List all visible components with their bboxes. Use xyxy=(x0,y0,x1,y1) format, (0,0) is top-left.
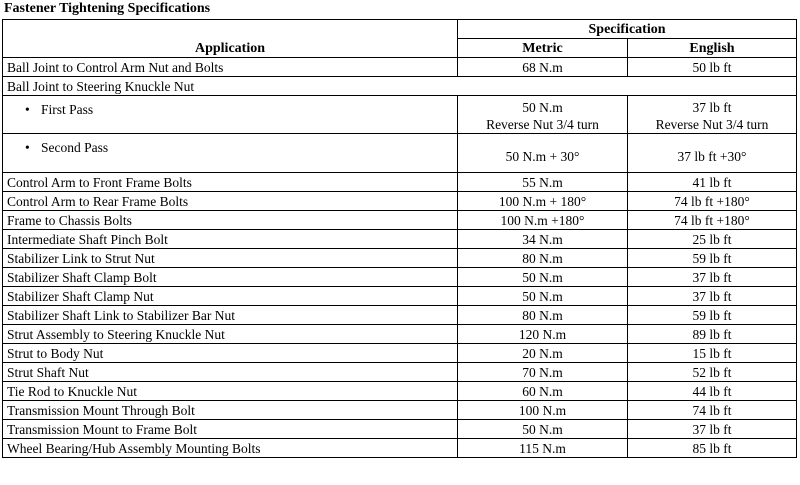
table-row xyxy=(3,325,797,344)
english-cell: 59 lb ft xyxy=(628,306,797,325)
application-cell: Strut Shaft Nut xyxy=(3,363,458,382)
english-cell: 74 lb ft xyxy=(628,401,797,420)
metric-cell: 100 N.m + 180° xyxy=(458,192,628,211)
application-cell xyxy=(3,134,458,173)
table-row xyxy=(3,344,797,363)
table-row xyxy=(3,77,797,96)
table-row xyxy=(3,363,797,382)
table-row xyxy=(3,306,797,325)
application-cell: Stabilizer Link to Strut Nut xyxy=(3,249,458,268)
english-value: 37 lb ft xyxy=(692,100,732,115)
table-row xyxy=(3,192,797,211)
metric-cell: 100 N.m xyxy=(458,401,628,420)
english-cell: 50 lb ft xyxy=(628,58,797,77)
table-row xyxy=(3,173,797,192)
bullet-icon: • xyxy=(25,140,30,155)
table-row xyxy=(3,439,797,458)
english-cell: 85 lb ft xyxy=(628,439,797,458)
metric-note: Reverse Nut 3/4 turn xyxy=(486,117,599,132)
application-label: Second Pass xyxy=(41,140,109,155)
application-label: First Pass xyxy=(41,102,94,117)
application-cell: Transmission Mount Through Bolt xyxy=(3,401,458,420)
application-cell: Stabilizer Shaft Clamp Bolt xyxy=(3,268,458,287)
application-cell: Strut Assembly to Steering Knuckle Nut xyxy=(3,325,458,344)
english-cell: 37 lb ft xyxy=(628,420,797,439)
english-cell xyxy=(628,96,797,134)
table-row xyxy=(3,287,797,306)
table-row xyxy=(3,134,797,173)
table-row xyxy=(3,401,797,420)
table-row xyxy=(3,420,797,439)
metric-cell: 34 N.m xyxy=(458,230,628,249)
metric-cell: 50 N.m + 30° xyxy=(458,134,628,173)
metric-cell: 68 N.m xyxy=(458,58,628,77)
english-header: English xyxy=(628,39,797,58)
english-cell: 59 lb ft xyxy=(628,249,797,268)
table-row xyxy=(3,58,797,77)
application-cell xyxy=(3,96,458,134)
application-cell: Wheel Bearing/Hub Assembly Mounting Bolts xyxy=(3,439,458,458)
metric-header: Metric xyxy=(458,39,628,58)
application-cell: Stabilizer Shaft Clamp Nut xyxy=(3,287,458,306)
metric-cell: 100 N.m +180° xyxy=(458,211,628,230)
table-row xyxy=(3,230,797,249)
metric-cell: 50 N.m xyxy=(458,420,628,439)
metric-cell: 70 N.m xyxy=(458,363,628,382)
english-cell: 37 lb ft xyxy=(628,287,797,306)
application-cell: Tie Rod to Knuckle Nut xyxy=(3,382,458,401)
english-note: Reverse Nut 3/4 turn xyxy=(655,117,769,132)
english-cell: 89 lb ft xyxy=(628,325,797,344)
metric-cell xyxy=(458,96,628,134)
metric-cell: 20 N.m xyxy=(458,344,628,363)
application-cell: Intermediate Shaft Pinch Bolt xyxy=(3,230,458,249)
application-cell: Ball Joint to Steering Knuckle Nut xyxy=(3,77,797,96)
bullet-icon: • xyxy=(25,102,30,117)
table-row xyxy=(3,268,797,287)
application-header: Application xyxy=(3,20,458,58)
metric-cell: 50 N.m xyxy=(458,268,628,287)
english-cell: 52 lb ft xyxy=(628,363,797,382)
english-cell: 41 lb ft xyxy=(628,173,797,192)
metric-cell: 80 N.m xyxy=(458,306,628,325)
fastener-spec-table xyxy=(2,19,797,458)
application-cell: Transmission Mount to Frame Bolt xyxy=(3,420,458,439)
english-cell: 37 lb ft xyxy=(628,268,797,287)
specification-header: Specification xyxy=(458,20,797,39)
table-row xyxy=(3,96,797,134)
table-row xyxy=(3,249,797,268)
metric-value: 50 N.m xyxy=(522,100,563,115)
application-cell: Frame to Chassis Bolts xyxy=(3,211,458,230)
application-cell: Control Arm to Rear Frame Bolts xyxy=(3,192,458,211)
application-cell: Control Arm to Front Frame Bolts xyxy=(3,173,458,192)
english-cell: 74 lb ft +180° xyxy=(628,192,797,211)
english-cell: 15 lb ft xyxy=(628,344,797,363)
english-cell: 44 lb ft xyxy=(628,382,797,401)
metric-cell: 120 N.m xyxy=(458,325,628,344)
table-row xyxy=(3,211,797,230)
metric-cell: 60 N.m xyxy=(458,382,628,401)
table-row xyxy=(3,382,797,401)
page-title: Fastener Tightening Specifications xyxy=(4,1,211,16)
metric-cell: 115 N.m xyxy=(458,439,628,458)
application-cell: Ball Joint to Control Arm Nut and Bolts xyxy=(3,58,458,77)
application-cell: Strut to Body Nut xyxy=(3,344,458,363)
application-cell: Stabilizer Shaft Link to Stabilizer Bar Nut xyxy=(3,306,458,325)
metric-cell: 55 N.m xyxy=(458,173,628,192)
english-cell: 37 lb ft +30° xyxy=(628,134,797,173)
english-cell: 74 lb ft +180° xyxy=(628,211,797,230)
english-cell: 25 lb ft xyxy=(628,230,797,249)
metric-cell: 80 N.m xyxy=(458,249,628,268)
metric-cell: 50 N.m xyxy=(458,287,628,306)
